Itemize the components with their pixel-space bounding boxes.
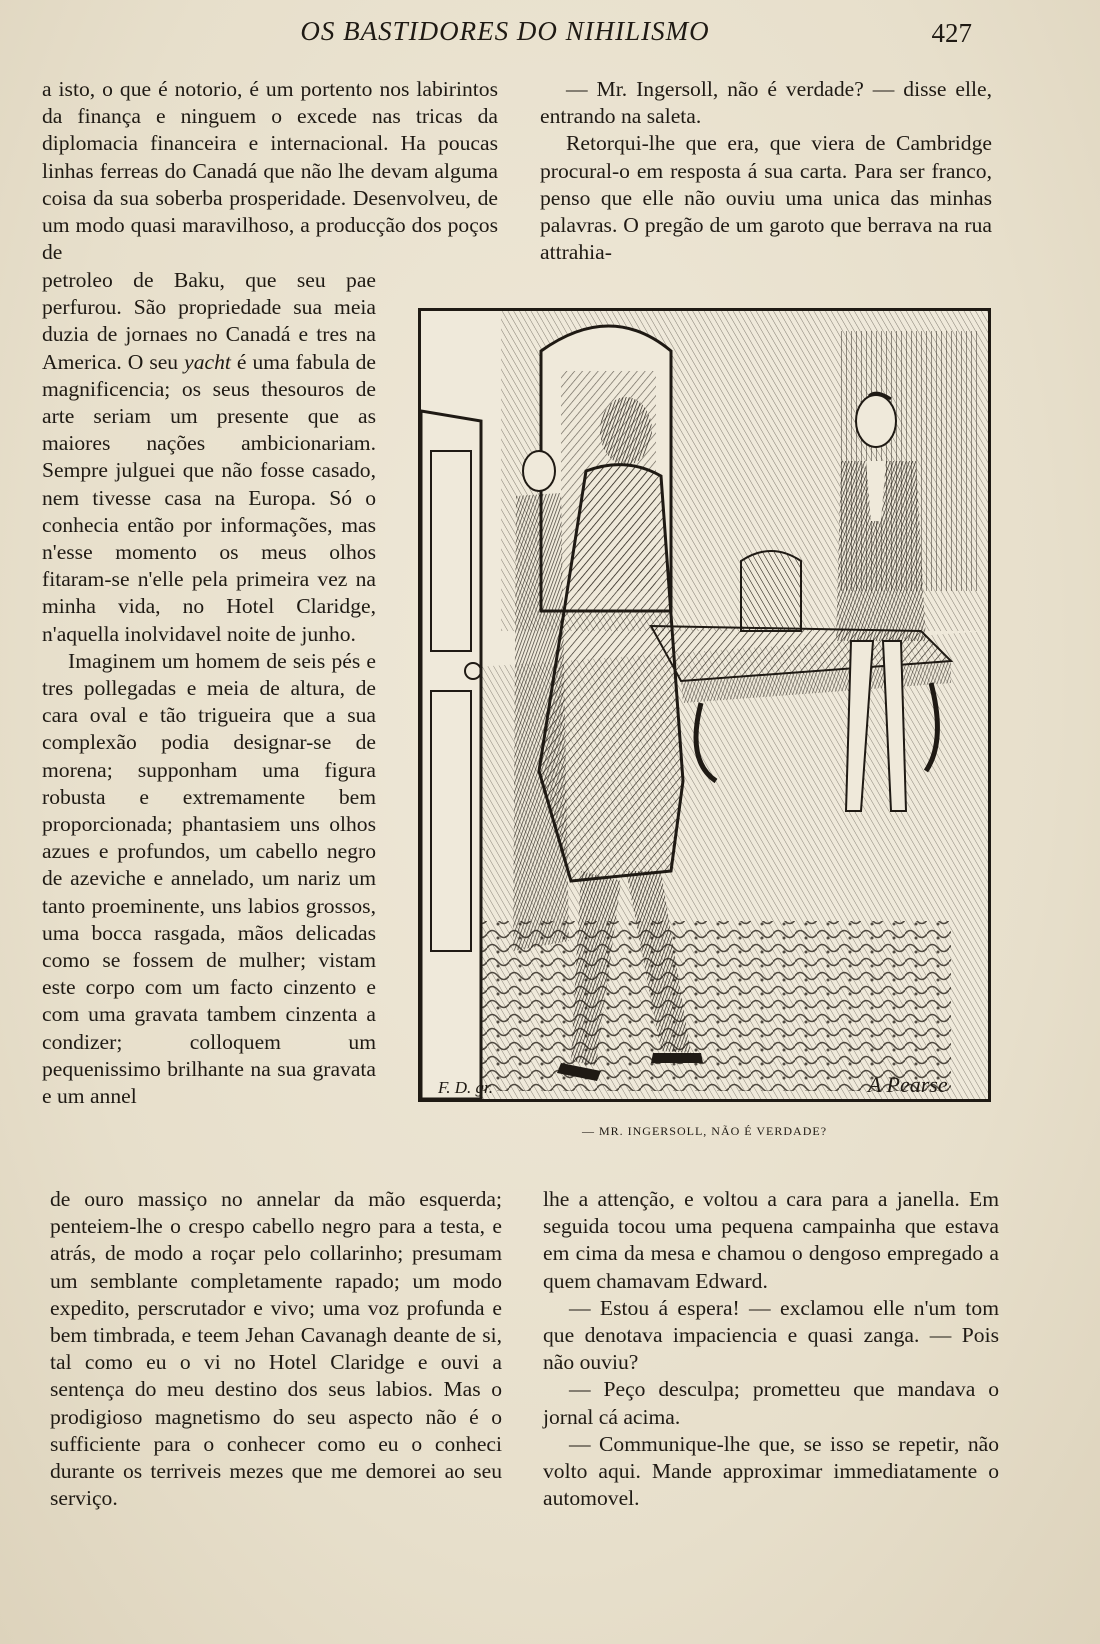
page-number: 427 [931, 18, 972, 48]
text-run: é uma fabula de magnificencia; os seus thesouros de arte seriam um presente que as maiores nações ambicionariam. Sempre julguei que não fosse casado, nem tivesse casa na Europa. Só o conhecia então por informações, mas n'esse momento os meus olhos fitaram-se n'elle pela primeira vez na minha vida, no Hotel Claridge, n'aquella inolvidavel noite de junho. [42, 349, 376, 646]
left-column-top [42, 76, 498, 266]
dialogue-line: — Mr. Ingersoll, não é verdade? — disse elle, entrando na saleta. [540, 77, 992, 129]
engraving-illustration [418, 308, 991, 1102]
italic-word-yacht: yacht [184, 349, 231, 374]
paragraph-continued: a isto, o que é notorio, é um portento nos labirintos da finança e ninguem o excede nas tricas da diplomacia financeira e internacional. Ha poucas linhas ferreas do Canadá que não lhe devam alguma coisa da sua soberba prosperidade. Desenvolveu, de um modo quasi maravilhoso, a producção dos poços de [42, 77, 498, 265]
illustration-caption: — MR. INGERSOLL, NÃO É VERDADE? [581, 1124, 828, 1138]
left-column-beside-illustration [42, 267, 376, 1110]
artist-signature: A Pearse [868, 1072, 948, 1097]
paragraph-description-continued: de ouro massiço no annelar da mão esquerda; penteiem-lhe o crespo cabello negro para a testa, e atrás, de modo a roçar pelo collarinho; presumam um semblante completamente rapado; um modo expedito, perscrutador e vivo; uma voz profunda e bem timbrada, e teem Jehan Cavanagh deante de si, tal como eu o vi no Hotel Claridge e ouvi a sentença do meu destino dos seus labios. Mas o prodigioso magnetismo do seu aspecto não é o sufficiente para o conhecer como eu o conheci durante os terriveis mezes que me demorei ao seu serviço. [50, 1187, 502, 1511]
running-header: OS BASTIDORES DO NIHILISMO [300, 16, 710, 46]
illustration-drawing [421, 311, 988, 1099]
right-column-top [540, 76, 992, 266]
left-column-bottom [50, 1186, 502, 1512]
text-run: petroleo de Baku, que seu pae perfurou. São propriedade sua meia duzia de jornaes no Canadá e tres na America. O seu [42, 268, 376, 374]
right-column-bottom [543, 1186, 999, 1512]
paragraph-continued-narrow [42, 267, 376, 648]
engraver-signature: F. D. gr. [438, 1078, 493, 1097]
paragraph-description: Imaginem um homem de seis pés e tres pollegadas e meia de altura, de cara oval e tão trigueira que a sua complexão podia designar-se de morena; supponham uma figura robusta e extremamente bem proporcionada; phantasiem uns olhos azues e profundos, um cabello negro de azeviche e annelado, um nariz um tanto proeminente, uns labios grossos, uma bocca rasgada, mãos delicadas como se fossem de mulher; vistam este corpo com um facto cinzento e com uma gravata tambem cinzenta a condizer; colloquem um pequenissimo brilhante na sua gravata e um annel [42, 648, 376, 1109]
dialogue-line: — Estou á espera! — exclamou elle n'um tom que denotava impaciencia e quasi zanga. — Pois não ouviu? [543, 1295, 999, 1375]
paragraph-continued: lhe a attenção, e voltou a cara para a janella. Em seguida tocou uma pequena campainha que estava em cima da mesa e chamou o dengoso empregado a quem chamavam Edward. [543, 1187, 999, 1293]
paragraph: Retorqui-lhe que era, que viera de Cambridge procural-o em resposta á sua carta. Para ser franco, penso que elle não ouviu uma unica das minhas palavras. O pregão de um garoto que berrava na rua attrahia- [540, 131, 992, 265]
dialogue-line: — Peço desculpa; prometteu que mandava o jornal cá acima. [543, 1377, 999, 1429]
dialogue-line: — Communique-lhe que, se isso se repetir, não volto aqui. Mande approximar immediatamente o automovel. [543, 1431, 999, 1511]
